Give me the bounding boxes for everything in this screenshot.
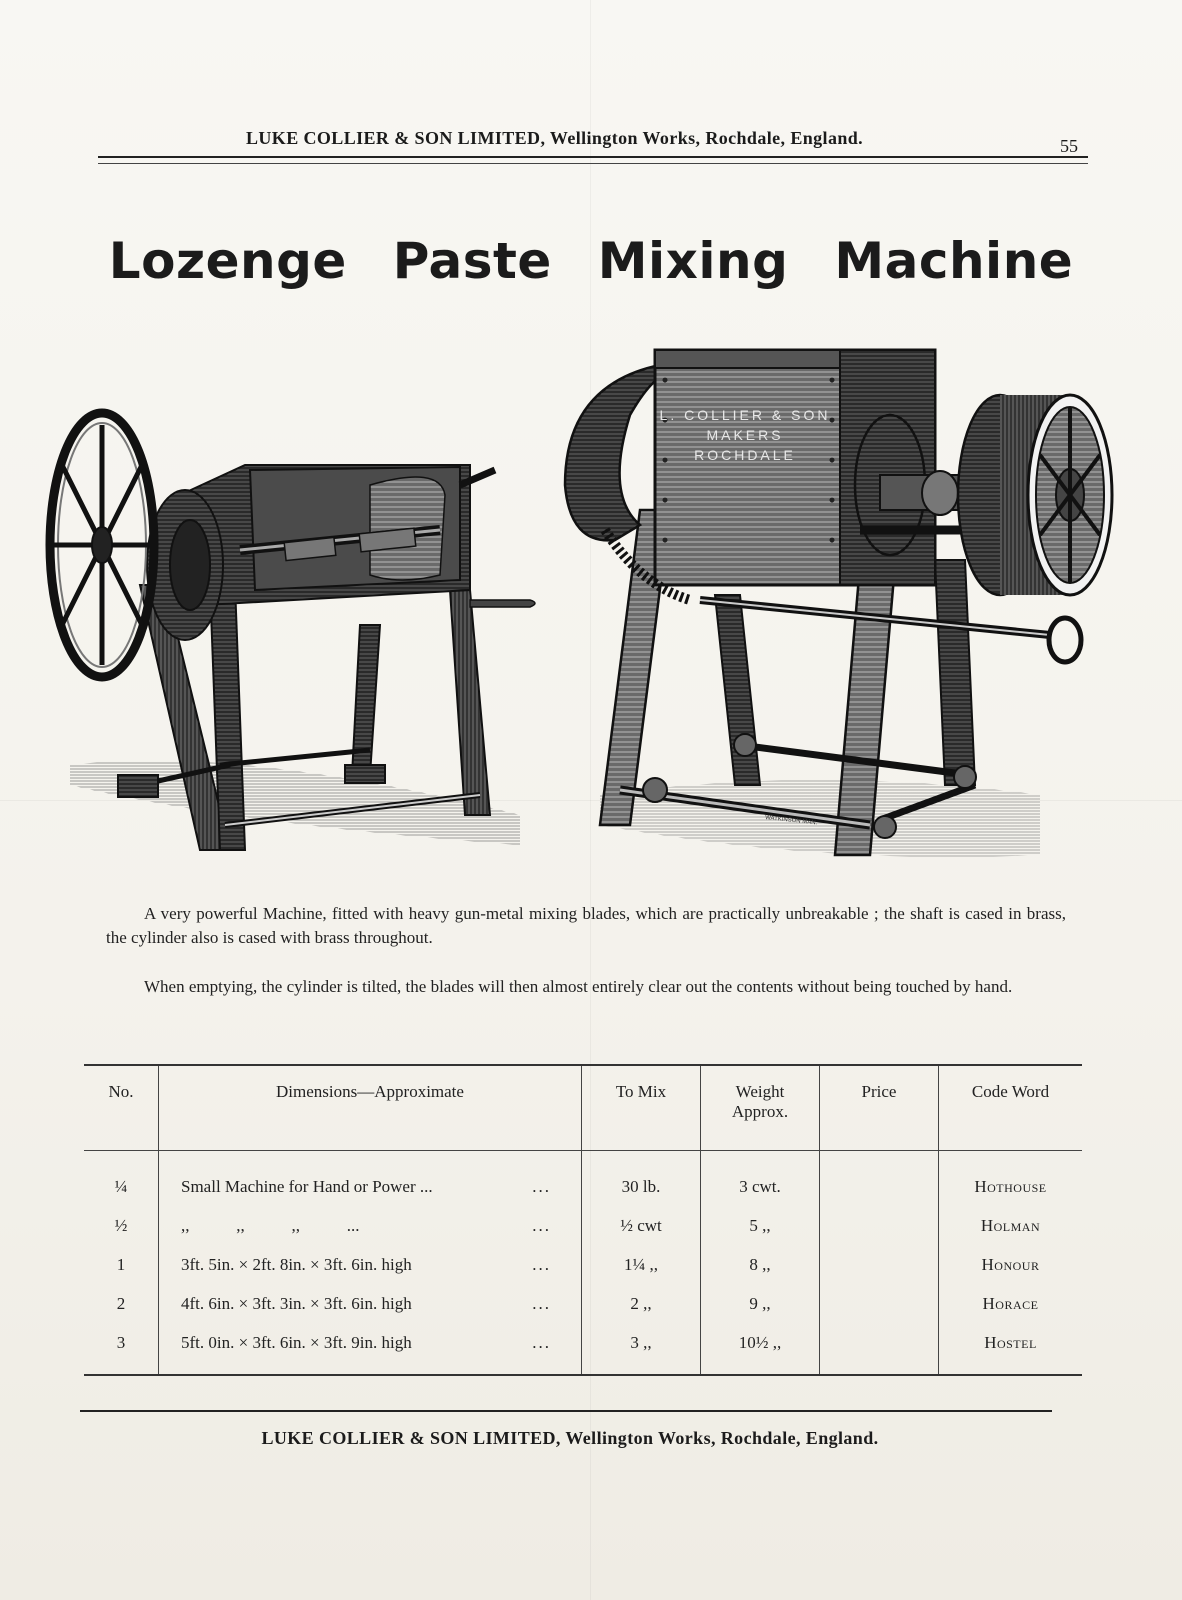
row-code-word: Hostel [984,1332,1037,1352]
row-code-word: Horace [982,1293,1039,1313]
page-number: 55 [1060,136,1078,156]
row-dimensions-text: 5ft. 0in. × 3ft. 6in. × 3ft. 9in. high [181,1332,412,1352]
row-dimensions-text: ,, ,, ,, ... [181,1215,360,1235]
table-row [84,1245,1082,1284]
row-no: 2 [84,1284,159,1323]
drive-pulleys [958,395,1112,595]
row-to-mix: 3 ,, [582,1323,701,1375]
maker-plate-line-1: L. COLLIER & SON [659,407,831,423]
row-dimensions [159,1284,582,1323]
row-leader-dots: ... [532,1332,551,1352]
engraver-credit: WATKINSON MAN. [764,815,818,827]
row-to-mix: 1¼ ,, [582,1245,701,1284]
col-to-mix-header: To Mix [582,1065,701,1151]
row-dimensions-text: 4ft. 6in. × 3ft. 3in. × 3ft. 6in. high [181,1293,412,1313]
row-leader-dots: ... [532,1215,551,1235]
row-leader-dots: ... [532,1254,551,1274]
footer-rule [80,1410,1052,1412]
col-weight-header: Weight Approx. [701,1065,820,1151]
row-price [820,1323,939,1375]
row-leader-dots: ... [532,1293,551,1313]
row-dimensions [159,1323,582,1375]
row-dimensions-text: 3ft. 5in. × 2ft. 8in. × 3ft. 6in. high [181,1254,412,1274]
col-code-word-header: Code Word [939,1065,1083,1151]
row-price [820,1245,939,1284]
running-header [98,126,1088,158]
row-dimensions-text: Small Machine for Hand or Power ... [181,1176,433,1196]
row-no: 1 [84,1245,159,1284]
power-machine [565,350,1112,857]
description-text-2: When emptying, the cylinder is tilted, the blades will then almost entirely clear out the contents without being touched by hand. [144,977,1013,996]
row-weight: 10½ ,, [701,1323,820,1375]
row-to-mix: ½ cwt [582,1206,701,1245]
col-no-header: No. [84,1065,159,1151]
table-row [84,1206,1082,1245]
maker-plate-line-3: ROCHDALE [694,447,796,463]
footer-company: LUKE COLLIER & SON LIMITED, Wellington Works, Rochdale, England. [261,1428,879,1448]
description-paragraph-2 [106,975,1066,999]
row-to-mix: 30 lb. [582,1151,701,1207]
specification-table [84,1064,1082,1376]
row-leader-dots: ... [532,1176,551,1196]
maker-plate-line-2: MAKERS [706,427,784,443]
small-hand-machine [50,413,535,850]
row-weight: 9 ,, [701,1284,820,1323]
row-no: ½ [84,1206,159,1245]
col-dimensions-header: Dimensions—Approximate [159,1065,582,1151]
description-text-1: A very powerful Machine, fitted with heavy gun-metal mixing blades, which are practically unbreakable ; the shaft is cased in brass, the cylinder also is cased with brass throughout. [106,904,1066,947]
row-weight: 8 ,, [701,1245,820,1284]
row-weight: 5 ,, [701,1206,820,1245]
hand-wheel [50,413,154,677]
row-to-mix: 2 ,, [582,1284,701,1323]
row-price [820,1151,939,1207]
table-row [84,1284,1082,1323]
row-no: 3 [84,1323,159,1375]
machines-illustration [40,345,1140,885]
row-code-word: Holman [980,1215,1041,1235]
row-dimensions [159,1206,582,1245]
table-row [84,1323,1082,1375]
row-dimensions [159,1245,582,1284]
row-no: ¼ [84,1151,159,1207]
row-code-word: Honour [981,1254,1040,1274]
row-price [820,1284,939,1323]
header-company: LUKE COLLIER & SON LIMITED, Wellington Works, Rochdale, England. [246,128,864,148]
page-title: Lozenge Paste Mixing Machine [108,232,1074,290]
description-paragraph-1 [106,902,1066,950]
table-header-row [84,1065,1082,1151]
row-weight: 3 cwt. [701,1151,820,1207]
row-dimensions [159,1151,582,1207]
row-code-word: Hothouse [974,1176,1047,1196]
col-price-header: Price [820,1065,939,1151]
table-row [84,1151,1082,1207]
row-price [820,1206,939,1245]
header-rule [98,163,1088,164]
